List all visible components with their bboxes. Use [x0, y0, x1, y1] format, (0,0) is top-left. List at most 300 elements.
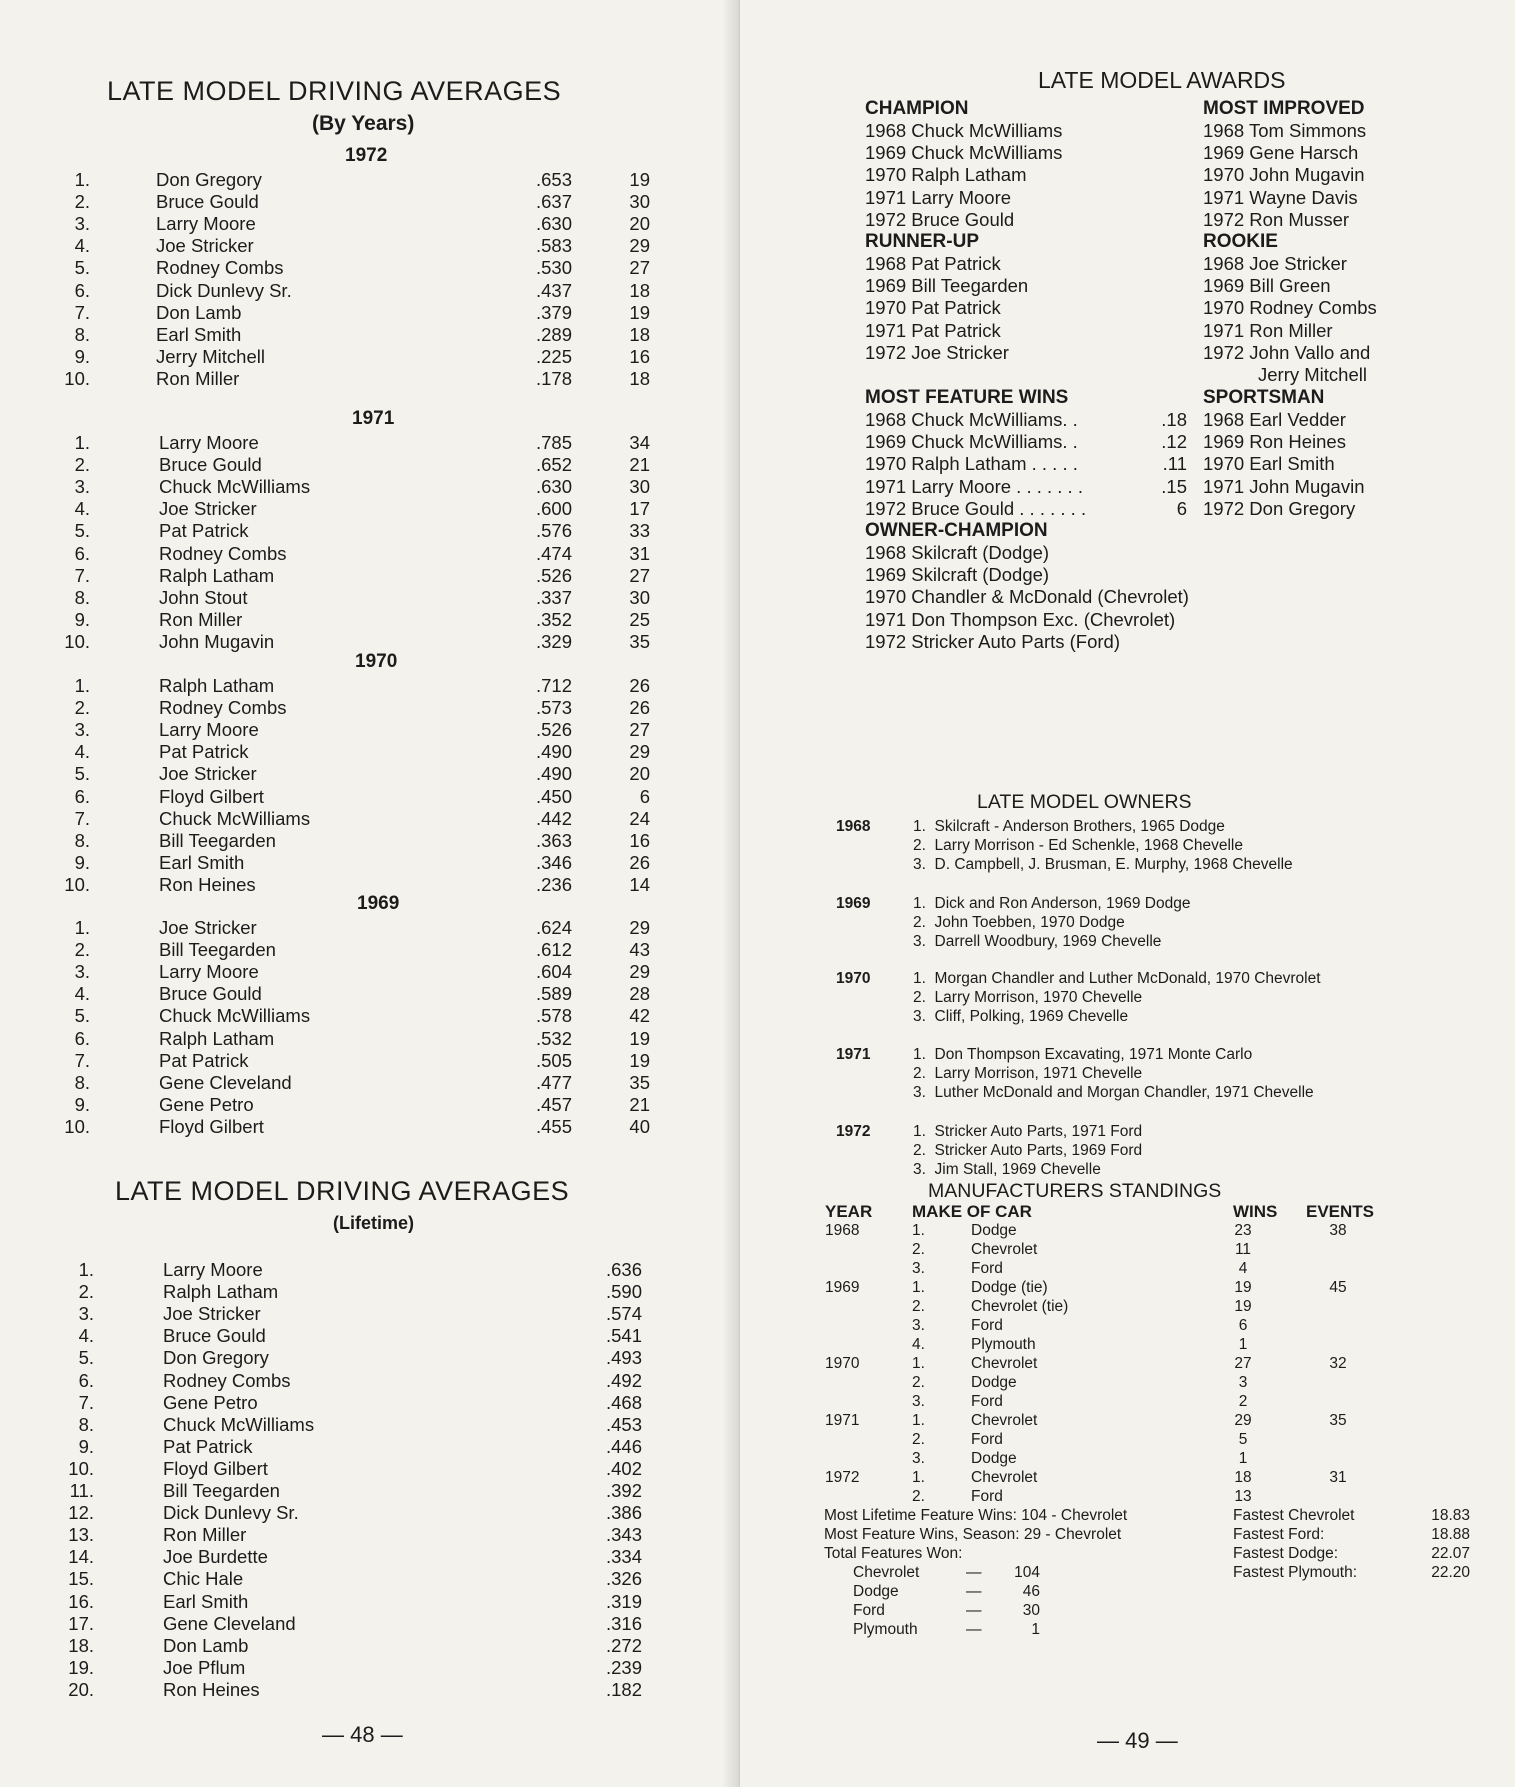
mfg-rank: 1.	[912, 1469, 925, 1486]
driver-row	[0, 213, 720, 235]
events: 19	[629, 301, 650, 323]
average: .334	[605, 1546, 642, 1568]
lifetime-row	[0, 1635, 720, 1657]
mfg-header: YEAR	[825, 1202, 873, 1221]
average: .600	[535, 498, 572, 520]
mfg-rank: 1.	[912, 1355, 925, 1372]
driver-name: Joe Stricker	[159, 917, 257, 938]
sportsman-heading: SPORTSMAN	[1203, 387, 1325, 408]
driver-name: Chic Hale	[163, 1568, 244, 1590]
mfg-wins: 3	[1238, 1374, 1248, 1391]
driver-name: Ralph Latham	[159, 675, 275, 696]
lifetime-row	[0, 1303, 720, 1325]
events: 42	[629, 1005, 650, 1027]
driver-row	[0, 1005, 720, 1027]
owner-entry: 1. Morgan Chandler and Luther McDonald, 1970 Chevrolet	[913, 970, 1321, 987]
mfg-events: 45	[1329, 1279, 1347, 1296]
driver-name: Ron Heines	[163, 1678, 260, 1700]
owners-title: LATE MODEL OWNERS	[977, 791, 1192, 813]
driver-row	[0, 346, 720, 368]
rookie-entry: 1969 Bill Green	[1203, 275, 1331, 297]
mfg-wins: 1	[1238, 1450, 1248, 1467]
average: .450	[535, 785, 572, 807]
average: .612	[535, 939, 572, 961]
driver-row	[0, 675, 720, 697]
lifetime-row	[0, 1657, 720, 1679]
average: .574	[605, 1303, 642, 1325]
average: .630	[535, 476, 572, 498]
driver-name: Bruce Gould	[159, 983, 262, 1005]
rank: 10.	[68, 1457, 94, 1479]
rank: 1.	[74, 675, 90, 696]
events: 17	[629, 498, 650, 520]
fastest-label: Fastest Dodge:	[1233, 1545, 1339, 1562]
rookie-entry: Jerry Mitchell	[1258, 364, 1367, 385]
rank: 14.	[68, 1546, 94, 1568]
average: .319	[605, 1590, 642, 1612]
average: .541	[605, 1325, 642, 1347]
mfg-wins: 19	[1234, 1298, 1252, 1315]
most_feature_wins-count: 6	[1176, 497, 1187, 519]
average: .785	[535, 432, 572, 453]
driver-row	[0, 302, 720, 324]
page-49	[740, 0, 1515, 1787]
average: .490	[535, 741, 572, 763]
average: .589	[535, 983, 572, 1005]
sportsman-entry: 1972 Don Gregory	[1203, 497, 1356, 519]
rank: 10.	[64, 873, 90, 895]
driver-name: Larry Moore	[159, 432, 259, 453]
events: 18	[629, 279, 650, 301]
runner_up-entry: 1968 Pat Patrick	[865, 253, 1001, 274]
average: .272	[605, 1634, 642, 1656]
driver-name: Chuck McWilliams	[159, 807, 311, 829]
rank: 4.	[74, 235, 90, 257]
average: .653	[535, 169, 572, 190]
events: 29	[629, 917, 650, 938]
average: .402	[605, 1457, 642, 1479]
driver-row	[0, 1028, 720, 1050]
events: 16	[629, 345, 650, 367]
runner_up-heading: RUNNER-UP	[865, 231, 979, 252]
driver-row	[0, 257, 720, 279]
events: 33	[629, 520, 650, 542]
driver-row	[0, 454, 720, 476]
average: .490	[535, 763, 572, 785]
owner-entry: 2. Larry Morrison - Ed Schenkle, 1968 Chevelle	[913, 837, 1243, 854]
rank: 19.	[68, 1656, 94, 1678]
champion-entry: 1972 Bruce Gould	[865, 208, 1015, 230]
rank: 3.	[74, 719, 90, 741]
mfg-make: Chevrolet	[971, 1412, 1038, 1429]
rank: 11.	[69, 1480, 94, 1501]
average: .446	[605, 1435, 642, 1457]
mfg-wins: 1	[1238, 1336, 1248, 1353]
events: 26	[629, 851, 650, 873]
mfg-make: Chevrolet	[971, 1355, 1038, 1372]
mfg-wins: 5	[1238, 1431, 1248, 1448]
driver-name: Pat Patrick	[159, 1049, 249, 1071]
mfg-make: Chevrolet	[971, 1469, 1038, 1486]
average: .352	[535, 608, 572, 630]
events: 31	[629, 542, 650, 564]
average: .630	[535, 213, 572, 235]
mfg-rank: 2.	[912, 1431, 925, 1448]
driver-row	[0, 852, 720, 874]
awards-title: LATE MODEL AWARDS	[1038, 67, 1286, 93]
average: .652	[535, 454, 572, 476]
average: .637	[535, 191, 572, 213]
average: .492	[605, 1369, 642, 1391]
champion-entry: 1968 Chuck McWilliams	[865, 120, 1063, 141]
rank: 1.	[74, 917, 90, 938]
driver-row	[0, 324, 720, 346]
most_feature_wins-count: .15	[1161, 475, 1187, 497]
most_feature_wins-count: .11	[1162, 453, 1187, 475]
driver-name: Jerry Mitchell	[156, 345, 265, 367]
mfg-header: WINS	[1233, 1202, 1278, 1221]
owner_champion-entry: 1968 Skilcraft (Dodge)	[865, 542, 1050, 563]
rank: 1.	[78, 1259, 94, 1280]
rank: 4.	[78, 1325, 94, 1347]
events: 30	[629, 191, 650, 213]
mfg-header: EVENTS	[1306, 1202, 1375, 1221]
mfg-header: MAKE OF CAR	[912, 1202, 1032, 1221]
driver-name: Chuck McWilliams	[159, 1005, 311, 1027]
average: .576	[535, 520, 572, 542]
owner_champion-entry: 1972 Stricker Auto Parts (Ford)	[865, 630, 1120, 652]
most_improved-entry: 1968 Tom Simmons	[1203, 120, 1367, 141]
mfg-wins: 29	[1234, 1412, 1252, 1429]
rank: 17.	[68, 1612, 94, 1634]
events: 24	[629, 807, 650, 829]
most_improved-heading: MOST IMPROVED	[1203, 98, 1365, 119]
average: .573	[535, 697, 572, 719]
sportsman-entry: 1968 Earl Vedder	[1203, 409, 1346, 430]
rank: 9.	[74, 345, 90, 367]
owner_champion-entry: 1971 Don Thompson Exc. (Chevrolet)	[865, 608, 1176, 630]
lifetime-row	[0, 1568, 720, 1590]
mfg-rank: 1.	[912, 1279, 925, 1296]
lifetime-row	[0, 1392, 720, 1414]
average: .437	[535, 279, 572, 301]
average: .526	[535, 564, 572, 586]
year-heading: 1969	[357, 893, 400, 914]
rank: 6.	[74, 785, 90, 807]
rank: 7.	[74, 301, 90, 323]
average: .337	[535, 586, 572, 608]
events: 40	[629, 1115, 650, 1137]
owner-entry: 2. John Toebben, 1970 Dodge	[913, 914, 1125, 931]
rank: 9.	[74, 851, 90, 873]
rank: 6.	[78, 1369, 94, 1391]
year-heading: 1972	[345, 145, 388, 166]
total-dash: —	[966, 1564, 982, 1581]
most_improved-entry: 1971 Wayne Davis	[1203, 186, 1358, 208]
mfg-rank: 3.	[912, 1317, 925, 1334]
runner_up-entry: 1969 Bill Teegarden	[865, 275, 1029, 297]
driver-row	[0, 917, 720, 939]
rank: 2.	[74, 697, 90, 719]
owner-entry: 1. Skilcraft - Anderson Brothers, 1965 Dodge	[913, 818, 1225, 835]
owner-year: 1972	[836, 1123, 871, 1140]
champion-entry: 1970 Ralph Latham	[865, 164, 1027, 186]
lifetime-row	[0, 1458, 720, 1480]
summary-line: Total Features Won:	[824, 1545, 963, 1562]
events: 25	[629, 608, 650, 630]
driver-row	[0, 763, 720, 785]
mfg-make: Ford	[971, 1488, 1003, 1505]
lifetime-row	[0, 1613, 720, 1635]
rank: 16.	[68, 1590, 94, 1612]
mfg-year: 1968	[825, 1222, 860, 1239]
rookie-entry: 1968 Joe Stricker	[1203, 253, 1347, 274]
driver-name: Rodney Combs	[163, 1369, 291, 1391]
mfg-rank: 1.	[912, 1412, 925, 1429]
driver-name: Bruce Gould	[156, 191, 259, 213]
driver-row	[0, 476, 720, 498]
driver-row	[0, 368, 720, 390]
average: .636	[605, 1259, 642, 1280]
driver-name: Chuck McWilliams	[163, 1413, 315, 1435]
mfg-rank: 3.	[912, 1450, 925, 1467]
rank: 18.	[68, 1634, 94, 1656]
rank: 7.	[74, 564, 90, 586]
most_feature_wins-entry: 1969 Chuck McWilliams. .	[865, 431, 1078, 453]
driver-name: Rodney Combs	[159, 542, 287, 564]
rank: 10.	[64, 630, 90, 652]
driver-row	[0, 1094, 720, 1116]
fastest-time: 18.83	[1431, 1507, 1470, 1524]
mfg-rank: 1.	[912, 1222, 925, 1239]
rank: 2.	[74, 191, 90, 213]
rank: 12.	[68, 1502, 94, 1524]
lifetime-row	[0, 1480, 720, 1502]
events: 20	[629, 213, 650, 235]
rank: 1.	[74, 169, 90, 190]
driver-name: Gene Cleveland	[163, 1612, 296, 1634]
owner-entry: 2. Larry Morrison, 1971 Chevelle	[913, 1065, 1143, 1082]
average: .343	[605, 1524, 642, 1546]
driver-name: Larry Moore	[163, 1259, 263, 1280]
mfg-rank: 4.	[912, 1336, 925, 1353]
average: .578	[535, 1005, 572, 1027]
driver-row	[0, 1050, 720, 1072]
most_feature_wins-entry: 1971 Larry Moore . . . . . . .	[865, 475, 1083, 497]
average: .455	[535, 1115, 572, 1137]
mfg-events: 38	[1329, 1222, 1347, 1239]
mfg-wins: 27	[1234, 1355, 1252, 1372]
driver-name: Don Gregory	[156, 169, 262, 190]
driver-name: Pat Patrick	[159, 741, 249, 763]
lifetime-row	[0, 1679, 720, 1701]
total-make: Ford	[853, 1602, 885, 1619]
most_feature_wins-count: .12	[1161, 431, 1187, 453]
owner-entry: 1. Stricker Auto Parts, 1971 Ford	[913, 1123, 1143, 1140]
driver-name: Chuck McWilliams	[159, 476, 311, 498]
events: 16	[629, 829, 650, 851]
fastest-time: 22.07	[1431, 1545, 1470, 1562]
average: .363	[535, 829, 572, 851]
mfg-wins: 18	[1234, 1469, 1252, 1486]
rank: 3.	[74, 213, 90, 235]
rank: 9.	[74, 1093, 90, 1115]
owner-entry: 1. Dick and Ron Anderson, 1969 Dodge	[913, 895, 1191, 912]
fastest-label: Fastest Ford:	[1233, 1526, 1325, 1543]
mfg-year: 1971	[825, 1412, 860, 1429]
rank: 8.	[74, 323, 90, 345]
average: .624	[535, 917, 572, 938]
driver-name: Don Lamb	[163, 1634, 249, 1656]
rank: 8.	[74, 1071, 90, 1093]
average: .604	[535, 961, 572, 983]
rank: 8.	[74, 829, 90, 851]
average: .712	[535, 675, 572, 696]
average: .474	[535, 542, 572, 564]
champion-entry: 1971 Larry Moore	[865, 186, 1012, 208]
rookie-heading: ROOKIE	[1203, 231, 1278, 252]
average: .225	[535, 345, 572, 367]
driver-row	[0, 741, 720, 763]
rank: 5.	[74, 763, 90, 785]
average: .477	[535, 1071, 572, 1093]
total-dash: —	[966, 1583, 982, 1600]
mfg-rank: 2.	[912, 1374, 925, 1391]
rookie-entry: 1970 Rodney Combs	[1203, 297, 1377, 319]
mfg-wins: 6	[1238, 1317, 1248, 1334]
events: 18	[629, 367, 650, 389]
driver-row	[0, 697, 720, 719]
owner-entry: 1. Don Thompson Excavating, 1971 Monte Carlo	[913, 1046, 1253, 1063]
rank: 2.	[74, 939, 90, 961]
driver-row	[0, 939, 720, 961]
mfg-make: Ford	[971, 1393, 1003, 1410]
driver-name: Bill Teegarden	[159, 829, 276, 851]
most_feature_wins-entry: 1972 Bruce Gould . . . . . . .	[865, 497, 1087, 519]
driver-name: Bruce Gould	[159, 454, 262, 476]
mfg-make: Dodge	[971, 1222, 1017, 1239]
driver-name: Pat Patrick	[163, 1435, 253, 1457]
average: .182	[605, 1678, 642, 1700]
events: 19	[629, 1027, 650, 1049]
driver-name: Larry Moore	[159, 719, 259, 741]
events: 34	[629, 432, 650, 453]
average: .392	[605, 1480, 642, 1501]
mfg-wins: 23	[1234, 1222, 1252, 1239]
most_improved-entry: 1969 Gene Harsch	[1203, 142, 1359, 164]
lifetime-row	[0, 1502, 720, 1524]
rank: 7.	[74, 1049, 90, 1071]
events: 18	[629, 323, 650, 345]
driver-row	[0, 631, 720, 653]
sportsman-entry: 1970 Earl Smith	[1203, 453, 1335, 475]
average: .239	[605, 1656, 642, 1678]
driver-row	[0, 983, 720, 1005]
events: 20	[629, 763, 650, 785]
driver-row	[0, 961, 720, 983]
owner-entry: 2. Stricker Auto Parts, 1969 Ford	[913, 1142, 1143, 1159]
rank: 6.	[74, 1027, 90, 1049]
driver-name: Don Gregory	[163, 1347, 269, 1369]
average: .526	[535, 719, 572, 741]
mfg-make: Chevrolet (tie)	[971, 1298, 1069, 1315]
driver-name: John Stout	[159, 586, 248, 608]
rank: 6.	[74, 279, 90, 301]
average: .386	[605, 1502, 642, 1524]
rank: 13.	[68, 1524, 94, 1546]
owner-entry: 3. D. Campbell, J. Brusman, E. Murphy, 1968 Chevelle	[913, 856, 1293, 873]
rank: 3.	[74, 961, 90, 983]
events: 26	[629, 675, 650, 696]
sportsman-entry: 1969 Ron Heines	[1203, 431, 1346, 453]
total-count: 104	[1014, 1564, 1040, 1581]
mfg-wins: 11	[1234, 1241, 1252, 1258]
lifetime-row	[0, 1546, 720, 1568]
driver-row	[0, 280, 720, 302]
events: 21	[629, 1093, 650, 1115]
average: .532	[535, 1027, 572, 1049]
mfg-year: 1972	[825, 1469, 860, 1486]
driver-row	[0, 235, 720, 257]
lifetime-subtitle: (Lifetime)	[333, 1213, 414, 1233]
mfg-make: Dodge	[971, 1450, 1017, 1467]
events: 26	[629, 697, 650, 719]
page-48	[0, 0, 740, 1787]
driver-row	[0, 808, 720, 830]
year-heading: 1971	[352, 408, 395, 429]
driver-name: Ralph Latham	[159, 564, 275, 586]
most_feature_wins-heading: MOST FEATURE WINS	[865, 387, 1069, 408]
average: .493	[605, 1347, 642, 1369]
rank: 5.	[78, 1347, 94, 1369]
events: 19	[629, 1049, 650, 1071]
owner-year: 1969	[836, 895, 871, 912]
owner-entry: 3. Luther McDonald and Morgan Chandler, 1971 Chevelle	[913, 1084, 1314, 1101]
driver-row	[0, 520, 720, 542]
driver-name: Ralph Latham	[159, 1027, 275, 1049]
mfg-wins: 13	[1234, 1488, 1252, 1505]
events: 29	[629, 235, 650, 257]
runner_up-entry: 1971 Pat Patrick	[865, 319, 1001, 341]
driver-name: Bill Teegarden	[159, 939, 276, 961]
rank: 9.	[74, 608, 90, 630]
rank: 7.	[74, 807, 90, 829]
events: 6	[639, 785, 650, 807]
rank: 4.	[74, 741, 90, 763]
driver-name: Pat Patrick	[159, 520, 249, 542]
rank: 4.	[74, 983, 90, 1005]
fastest-time: 18.88	[1431, 1526, 1470, 1543]
by-years-subtitle: (By Years)	[312, 112, 415, 135]
rank: 2.	[78, 1281, 94, 1303]
owner-entry: 3. Cliff, Polking, 1969 Chevelle	[913, 1008, 1129, 1025]
events: 27	[629, 564, 650, 586]
mfg-wins: 4	[1238, 1260, 1248, 1277]
driver-name: Ron Heines	[159, 873, 256, 895]
driver-row	[0, 565, 720, 587]
mfg-make: Dodge (tie)	[971, 1279, 1048, 1296]
driver-name: Ron Miller	[156, 367, 240, 389]
page-number: — 48 —	[322, 1722, 403, 1747]
driver-row	[0, 587, 720, 609]
runner_up-entry: 1972 Joe Stricker	[865, 341, 1009, 363]
average: .442	[535, 807, 572, 829]
mfg-rank: 3.	[912, 1260, 925, 1277]
average: .468	[605, 1391, 642, 1413]
page-number: — 49 —	[1097, 1728, 1178, 1753]
champion-entry: 1969 Chuck McWilliams	[865, 142, 1063, 164]
mfg-events: 32	[1329, 1355, 1347, 1372]
